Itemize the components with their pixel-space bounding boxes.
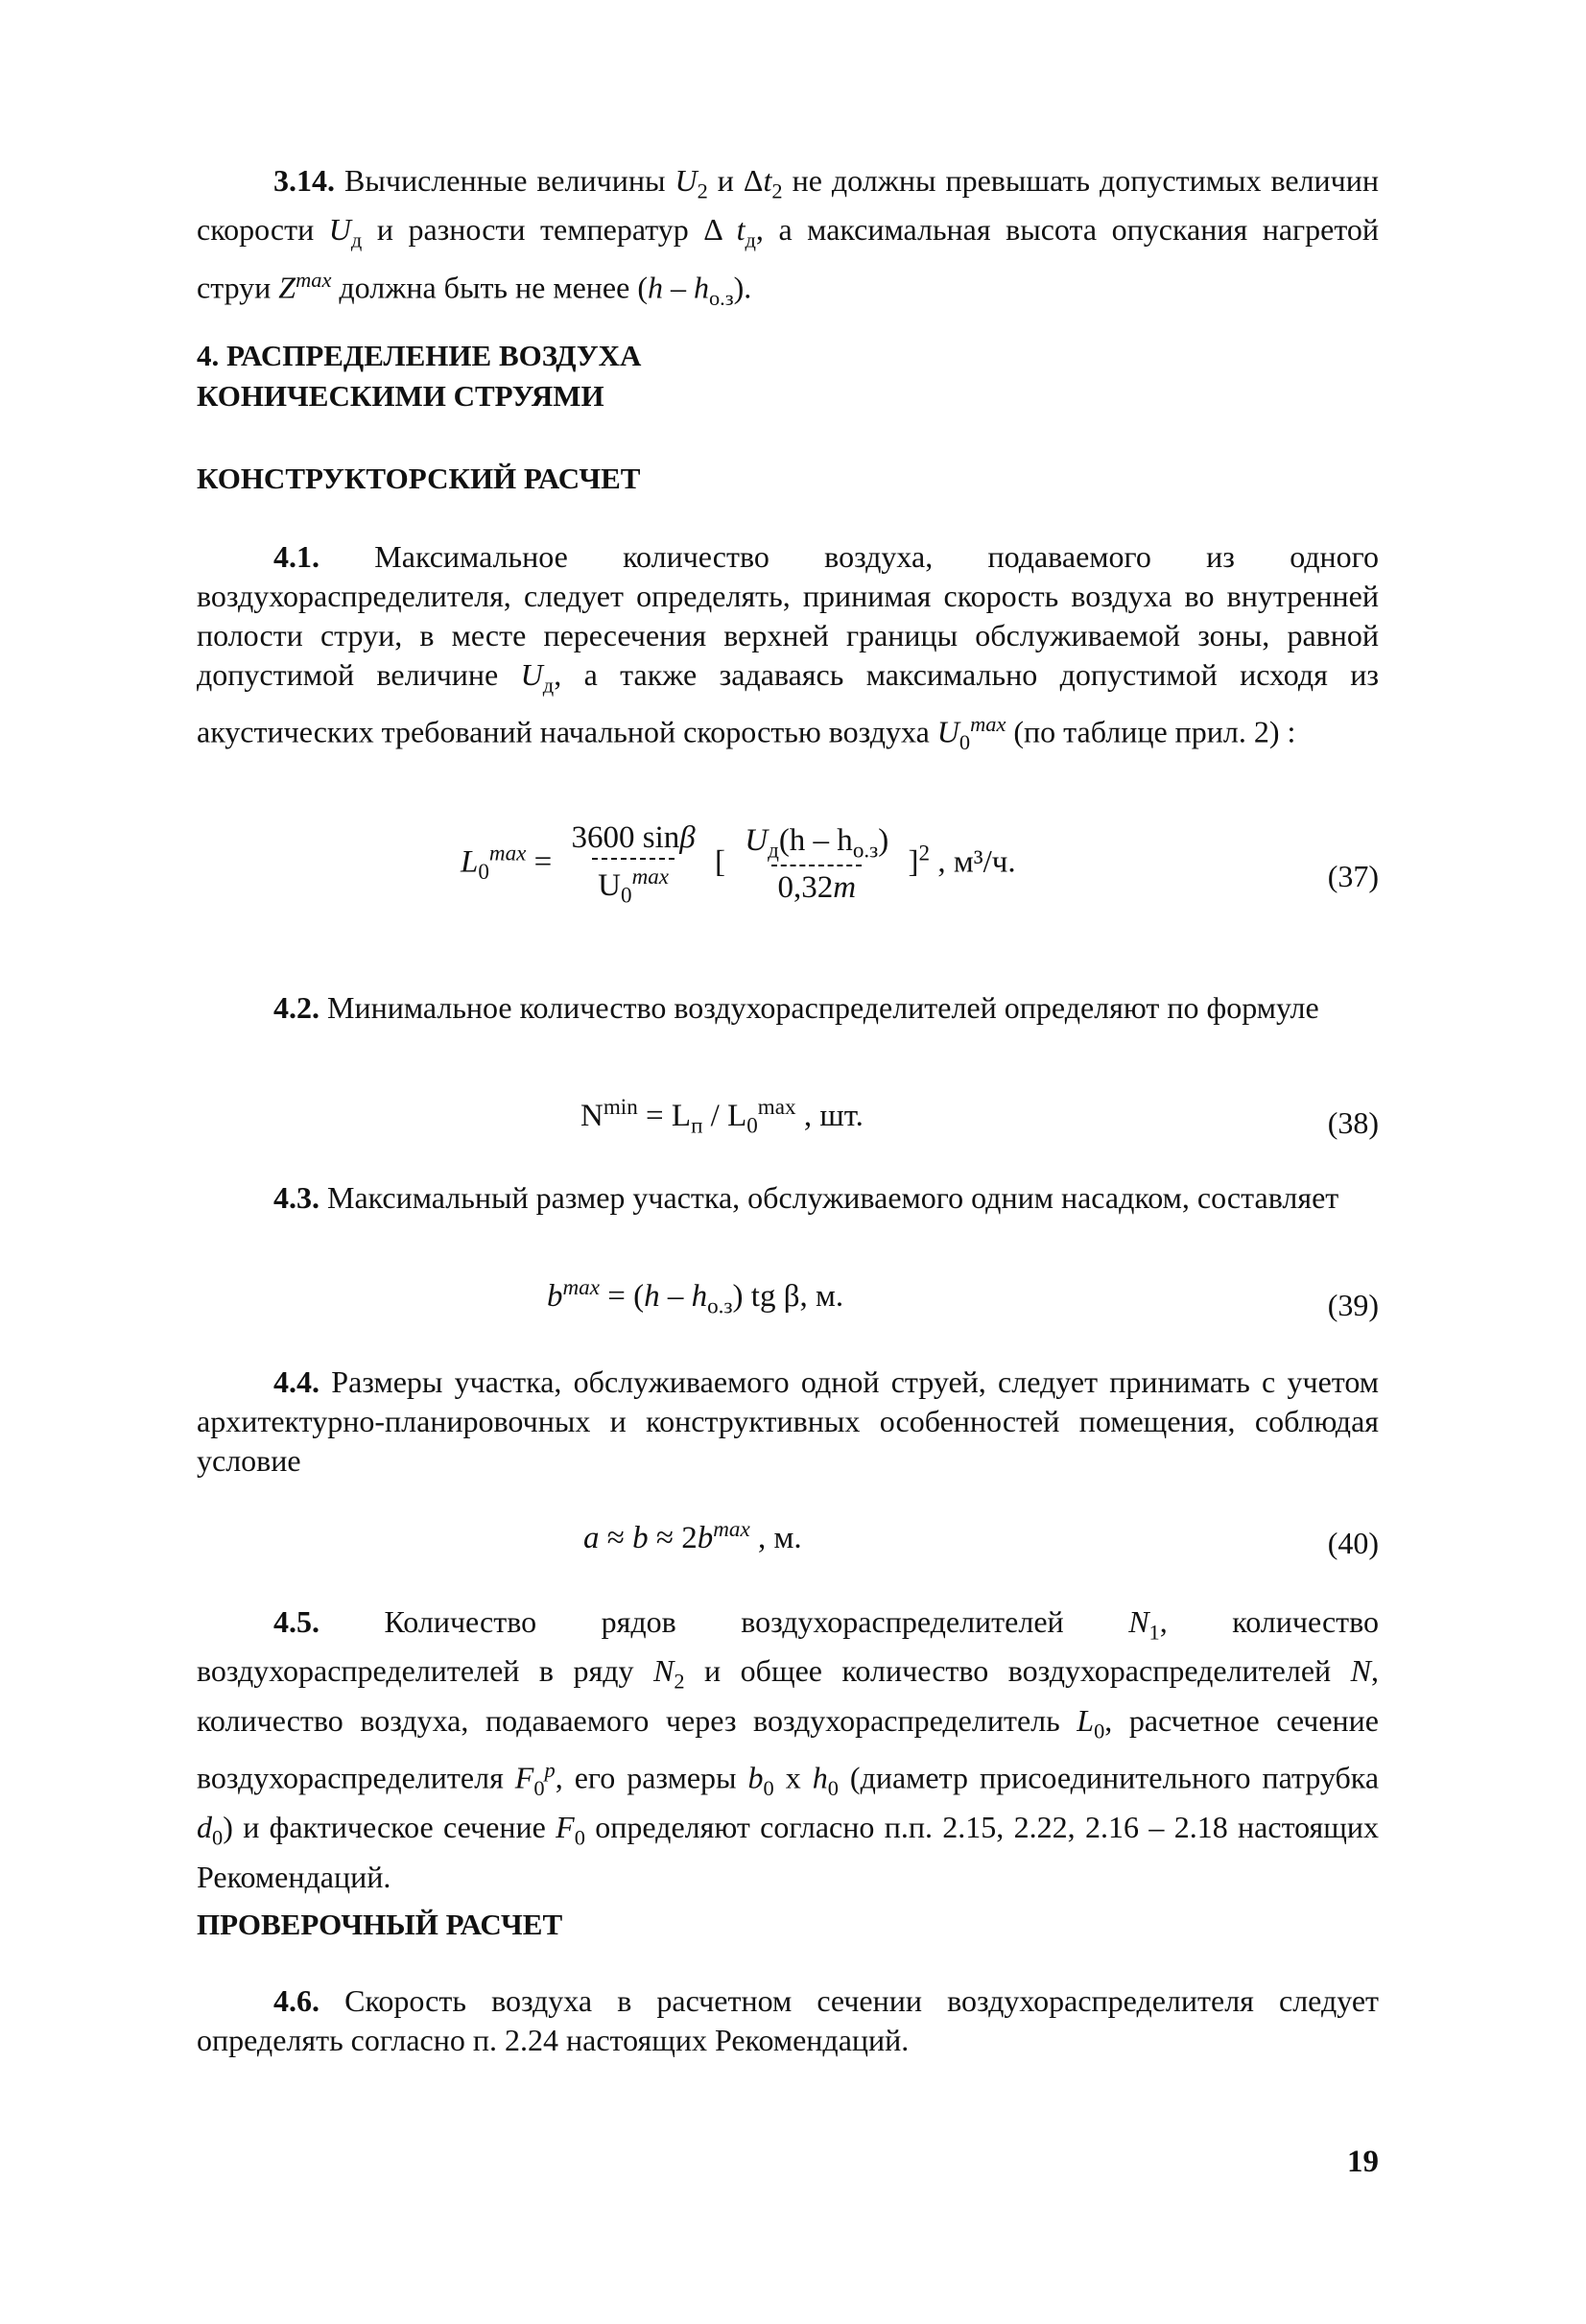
section-4-heading: 4. РАСПРЕДЕЛЕНИЕ ВОЗДУХА КОНИЧЕСКИМИ СТРУЯМИ xyxy=(197,339,642,413)
page-number: 19 xyxy=(1347,2145,1379,2179)
paragraph-4-2: 4.2. Минимальное количество воздухораспределителей определяют по формуле xyxy=(273,990,1319,1025)
formula-37: $L_0^{max}$ = $\frac{3600 \sin\beta}{U_0^{max}}$ [ $\frac{U_д(h - h_{о.з})}{0,32m}$ ]$^2$ , м³/ч. xyxy=(461,820,1016,908)
paragraph-3-14: 3.14. Вычисленные величины $U_2$ и $\Delta t_2$ не должны превышать допустимых величин скорости $U_д$ и разности температур Δ $t_д$, а максимальная высота опускания нагретой струи $Z^{max}$ должна быть не менее $(h - h_{о.з})$. xyxy=(197,163,1380,310)
formula-39: $b^{max} = (h - h_{о.з})$ tg β, м. xyxy=(547,1274,844,1318)
formula-40: $a \approx b \approx 2b^{max}$ , м. xyxy=(583,1516,802,1555)
paragraph-4-5: 4.5. Количество рядов воздухораспределителей $N_1$, количество воздухораспределителей в ряду $N_2$ и общее количество воздухораспределителей N, количество воздуха, подаваемого через воздухораспределитель $L_0$, расчетное сечение воздухораспределителя $F_0^p$, его размеры $b_0$ x $h_0$ (диаметр присоединительного патрубка $d_0$) и фактическое сечение $F_0$ определяют согласно п.п. 2.15, 2.22, 2.16 – 2.18 настоящих Рекомендаций. xyxy=(197,1604,1380,1894)
equation-number-40: (40) xyxy=(1327,1526,1379,1560)
check-calc-heading: ПРОВЕРОЧНЫЙ РАСЧЕТ xyxy=(197,1908,563,1941)
paragraph-4-6: 4.6. Скорость воздуха в расчетном сечении воздухораспределителя следует определять согласно п. 2.24 настоящих Рекомендаций. xyxy=(197,1983,1379,2057)
formula-38: $N^{min} = L_п / L_0^{max}$ , шт. xyxy=(580,1094,864,1138)
equation-number-39: (39) xyxy=(1327,1288,1379,1322)
design-calc-heading: КОНСТРУКТОРСКИЙ РАСЧЕТ xyxy=(197,462,641,495)
paragraph-4-3: 4.3. Максимальный размер участка, обслуживаемого одним насадком, составляет xyxy=(273,1180,1339,1215)
paragraph-4-4: 4.4. Размеры участка, обслуживаемого одной струей, следует принимать с учетом архитектурно-планировочных и конструктивных особенностей помещения, соблюдая условие xyxy=(197,1364,1380,1478)
equation-number-38: (38) xyxy=(1327,1105,1379,1140)
paragraph-4-1: 4.1. Максимальное количество воздуха, подаваемого из одного воздухораспределителя, следует определять, принимая скорость воздуха во внутренней полости струи, в месте пересечения верхней границы обслуживаемой зоны, равной допустимой величине $U_д$, а также задаваясь максимально допустимой исходя из акустических требований начальной скоростью воздуха $U_0^{max}$ (по таблице прил. 2) : xyxy=(197,539,1380,755)
equation-number-37: (37) xyxy=(1327,859,1379,893)
